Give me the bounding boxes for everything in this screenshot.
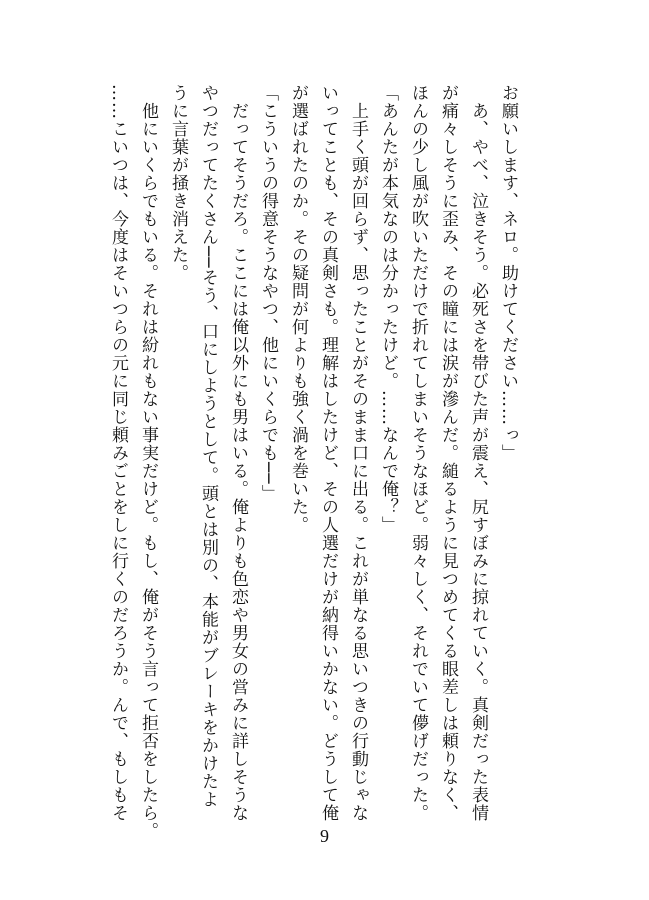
text-line: お願いします、ネロ。助けてください……っ」 [498,84,518,462]
text-line: が選ばれたのか。その疑問が何よりも強く渦を巻いた。 [288,84,308,534]
text-line: うに言葉が掻き消えた。 [168,84,188,282]
text-line: やつだってたくさん──そう、口にしようとして。頭とは別の、本能がブレーキをかけたよ [198,84,218,809]
text-line: ……こいつは、今度はそいつらの元に同じ頼みごとをしに行くのだろうか。んで、もしもそ [108,84,128,822]
text-line: あ、やべ、泣きそう。必死さを帯びた声が震え、尻すぼみに掠れていく。真剣だった表情 [468,84,488,822]
vertical-text-block [103,84,523,840]
text-line: だってそうだろ。ここには俺以外にも男はいる。俺よりも色恋や男女の営みに詳しそうな [228,84,248,822]
text-line: 他にいくらでもいる。それは紛れもない事実だけど。もし、俺がそう言って拒否をしたら。 [138,84,158,840]
text-line: ほんの少し風が吹いただけで折れてしまいそうなほど。弱々しく、それでいて儚げだった。 [408,84,428,822]
text-line: 「こういうの得意そうなやつ、他にいくらでも──」 [258,84,278,503]
text-line: が痛々しそうに歪み、その瞳には涙が滲んだ。縋るように見つめてくる眼差しは頼りなく、 [438,84,458,822]
page-number: 9 [320,826,329,846]
text-line: 「あんたが本気なのは分かったけど。……なんで俺？」 [378,84,398,534]
text-line: 上手く頭が回らず、思ったことがそのまま口に出る。これが単なる思いつきの行動じゃな [348,84,368,822]
text-line: いってことも、その真剣さも。理解はしたけど、その人選だけが納得いかない。どうして俺 [318,84,338,822]
